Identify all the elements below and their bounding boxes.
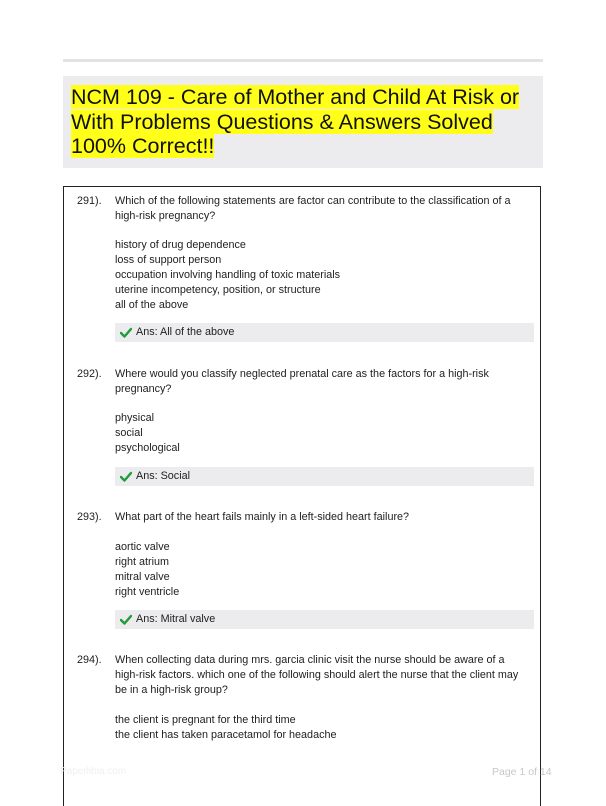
page-indicator: Page 1 of 14 [492,766,552,778]
answer-box [115,323,534,342]
option-item: physical [115,412,155,424]
document-title [71,85,537,159]
check-icon [120,327,132,338]
question-number: 292). [77,368,102,380]
document-title-text: NCM 109 - Care of Mother and Child At Risk or With Problems Questions & Answers Solved 100% Correct!! [71,85,520,158]
question-text: Which of the following statements are factor can contribute to the classification of a high-risk pregnancy? [115,195,511,222]
option-item: loss of support person [115,254,222,266]
question-text: What part of the heart fails mainly in a left-sided heart failure? [115,511,410,523]
option-item: the client has taken paracetamol for headache [115,729,337,741]
option-item: right ventricle [115,586,180,598]
title-banner [63,76,543,168]
option-item: psychological [115,442,180,454]
option-item: occupation involving handling of toxic materials [115,269,341,281]
answer-text: Ans: Social [136,470,191,482]
answer-text: Ans: All of the above [136,326,235,338]
option-item: right atrium [115,556,170,568]
question-text: Where would you classify neglected prenatal care as the factors for a high-risk pregnancy? [115,368,489,395]
question-number: 294). [77,654,102,666]
question-number: 291). [77,195,102,207]
options-list [115,411,520,456]
option-item: aortic valve [115,541,170,553]
option-item: social [115,427,143,439]
top-divider [63,59,543,62]
answer-text: Ans: Mitral valve [136,613,216,625]
option-item: mitral valve [115,571,170,583]
question-number: 293). [77,511,102,523]
options-list [115,238,520,313]
options-list [115,713,520,743]
option-item: uterine incompetency, position, or structure [115,284,321,296]
answer-box [115,467,534,486]
check-icon [120,471,132,482]
option-item: all of the above [115,299,189,311]
answer-box [115,610,534,629]
question-text: When collecting data during mrs. garcia clinic visit the nurse should be aware of a high-risk factors. which one of the following should alert the nurse that the client may be in a high-risk group? [115,654,519,696]
options-list [115,540,520,600]
footer-watermark: Paperlibia.com [60,766,127,777]
questions-frame [63,186,541,806]
option-item: history of drug dependence [115,239,246,251]
check-icon [120,614,132,625]
option-item: the client is pregnant for the third time [115,714,296,726]
